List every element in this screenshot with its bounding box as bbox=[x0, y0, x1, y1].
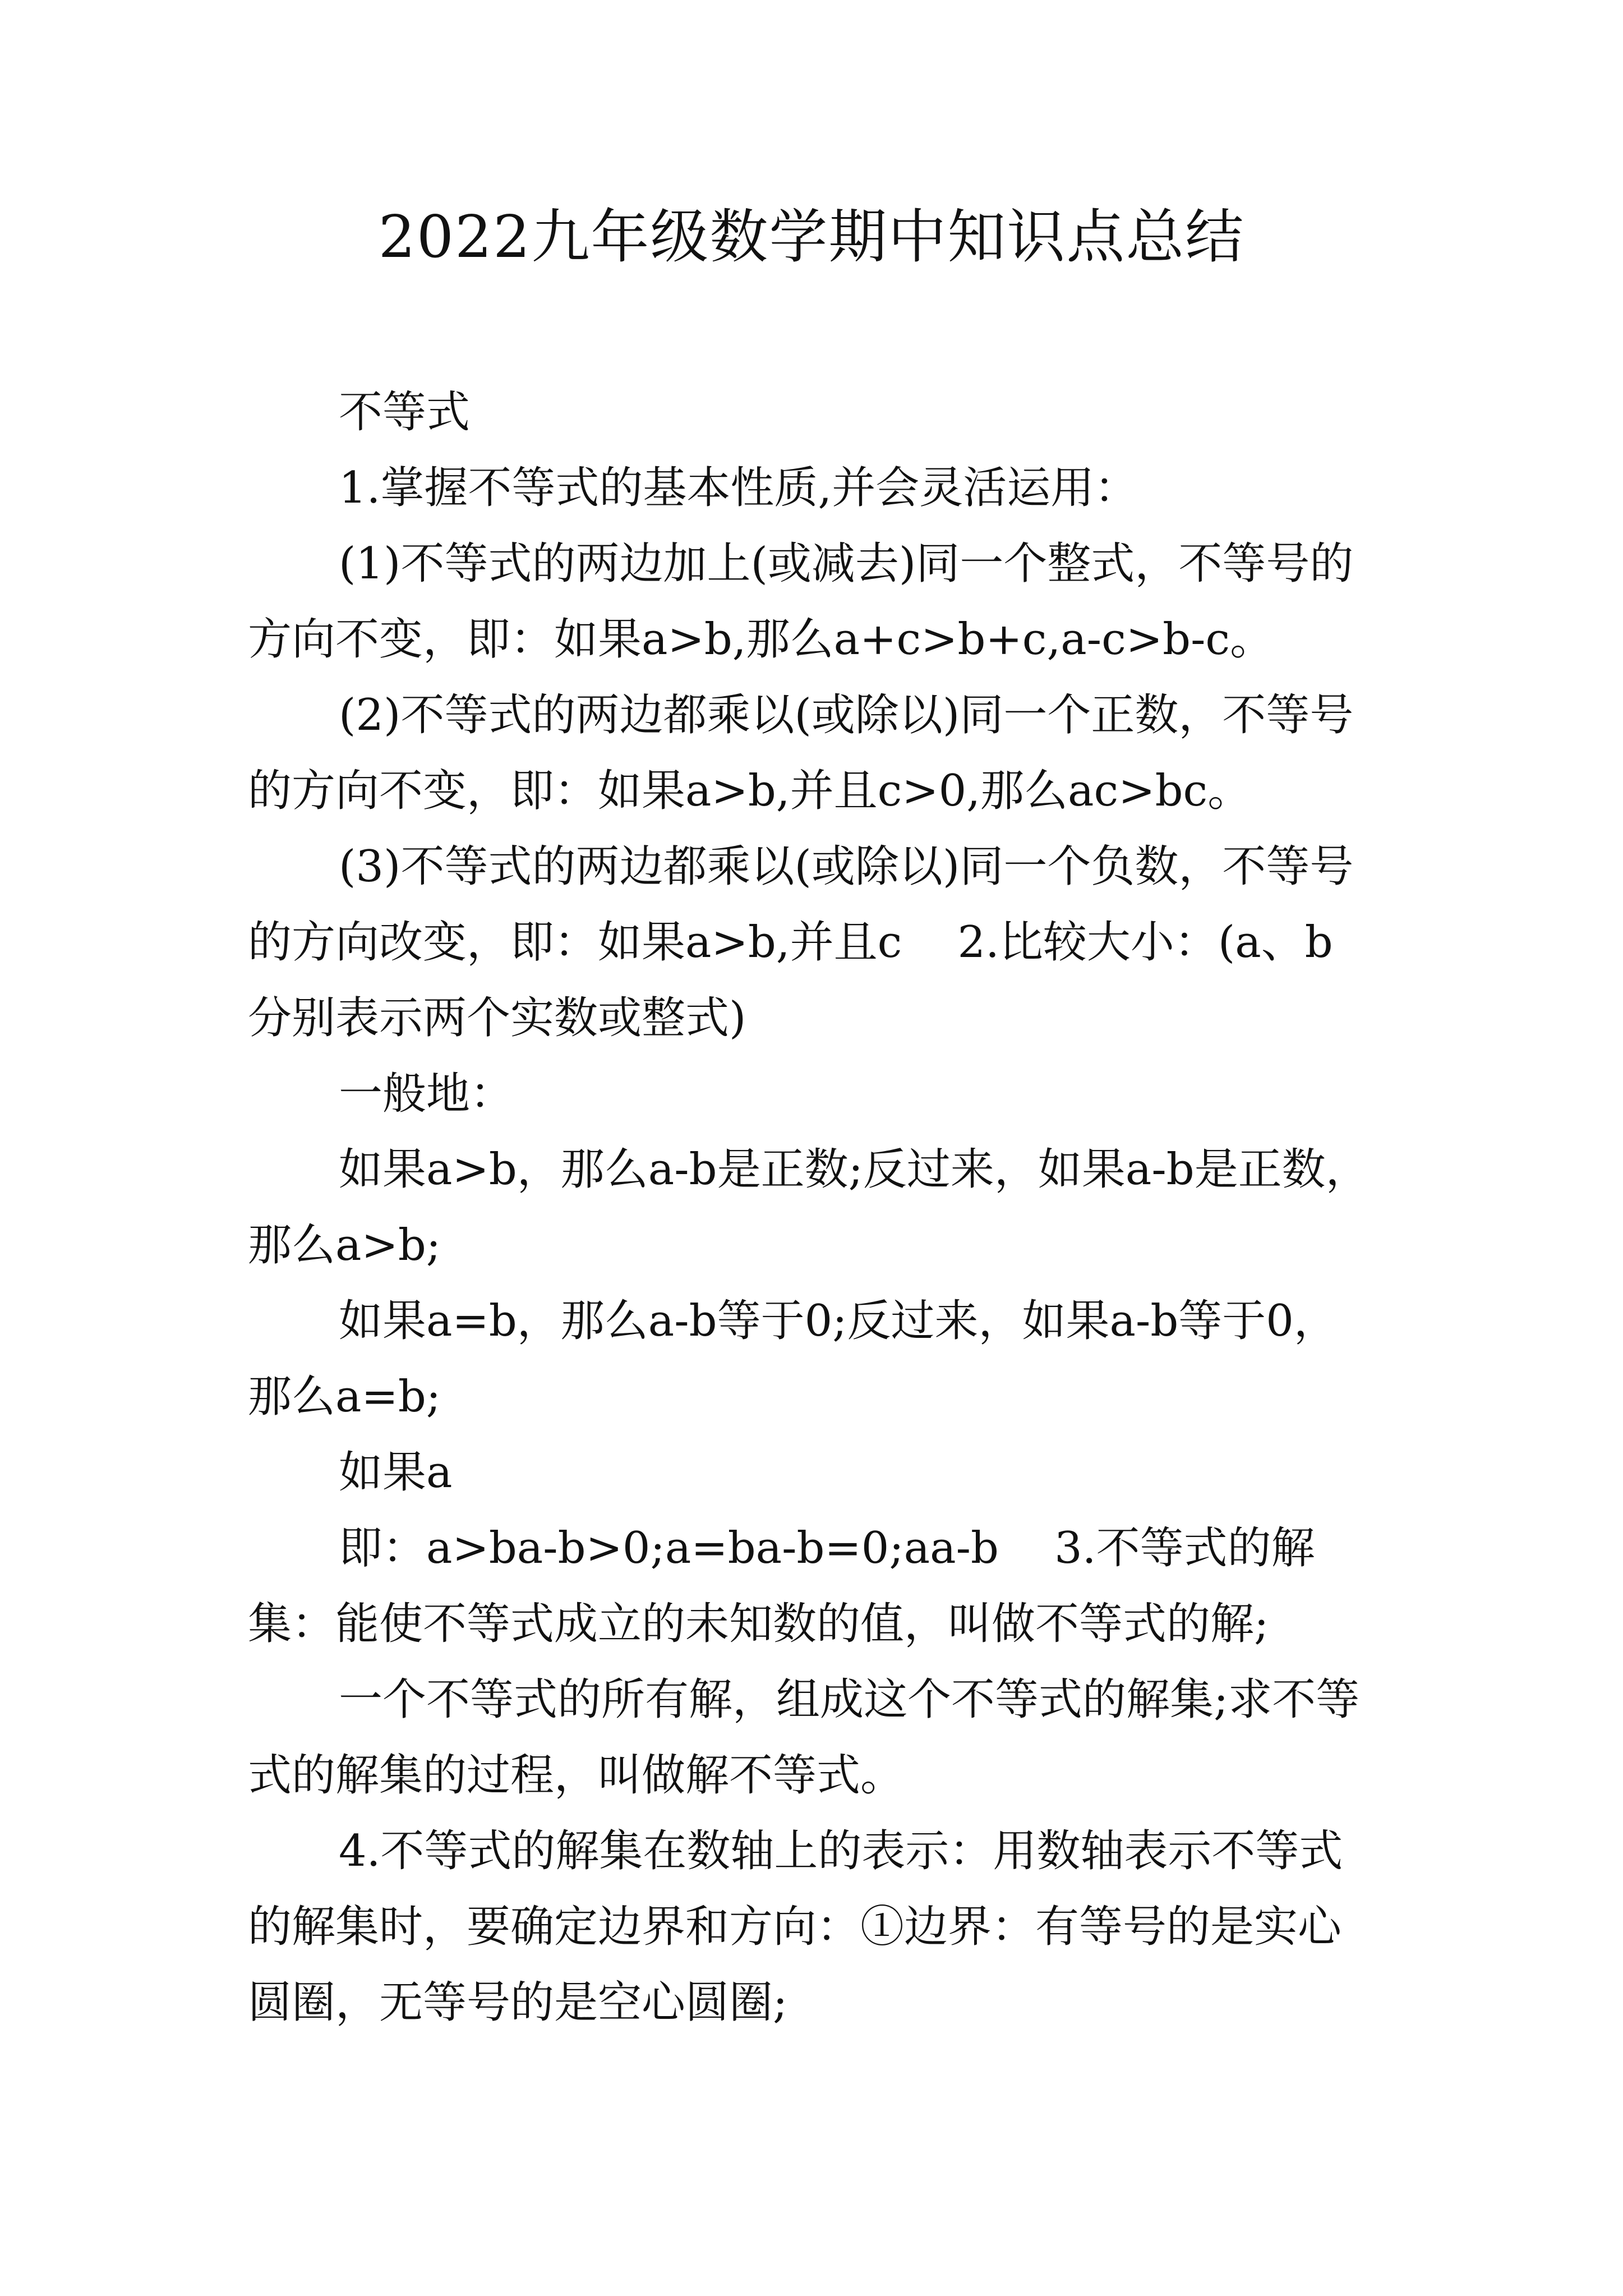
paragraph-property-3: (3)不等式的两边都乘以(或除以)同一个负数，不等号的方向改变，即：如果a>b,并且c 2.比较大小：(a、b分别表示两个实数或整式) bbox=[248, 841, 1354, 1043]
paragraph-general: 一般地： bbox=[339, 1069, 514, 1119]
paragraph-compare-greater: 如果a>b，那么a-b是正数;反过来，如果a-b是正数，那么a>b; bbox=[248, 1144, 1370, 1271]
document-body bbox=[248, 375, 1375, 2041]
paragraph-compare-equal: 如果a=b，那么a-b等于0;反过来，如果a-b等于0，那么a=b; bbox=[248, 1296, 1338, 1422]
paragraph-property-2: (2)不等式的两边都乘以(或除以)同一个正数，不等号的方向不变，即：如果a>b,并且c>0,那么ac>bc。 bbox=[248, 690, 1354, 816]
paragraph-property-1: (1)不等式的两边加上(或减去)同一个整式，不等号的方向不变，即：如果a>b,那么a+c>b+c,a-c>b-c。 bbox=[248, 539, 1354, 665]
paragraph-solution-set: 一个不等式的所有解，组成这个不等式的解集;求不等式的解集的过程，叫做解不等式。 bbox=[248, 1674, 1360, 1801]
paragraph-item-1: 1.掌握不等式的基本性质,并会灵活运用： bbox=[339, 463, 1138, 513]
paragraph-section-heading: 不等式 bbox=[339, 387, 471, 438]
paragraph-compare-less: 如果a bbox=[339, 1447, 453, 1498]
page-title: 2022九年级数学期中知识点总结 bbox=[378, 203, 1245, 271]
paragraph-summary: 即：a>ba-b>0;a=ba-b=0;aa-b 3.不等式的解集：能使不等式成立的未知数的值，叫做不等式的解; bbox=[248, 1523, 1315, 1649]
paragraph-number-line: 4.不等式的解集在数轴上的表示：用数轴表示不等式的解集时，要确定边界和方向：①边界：有等号的是实心圆圈，无等号的是空心圆圈; bbox=[248, 1826, 1343, 2028]
